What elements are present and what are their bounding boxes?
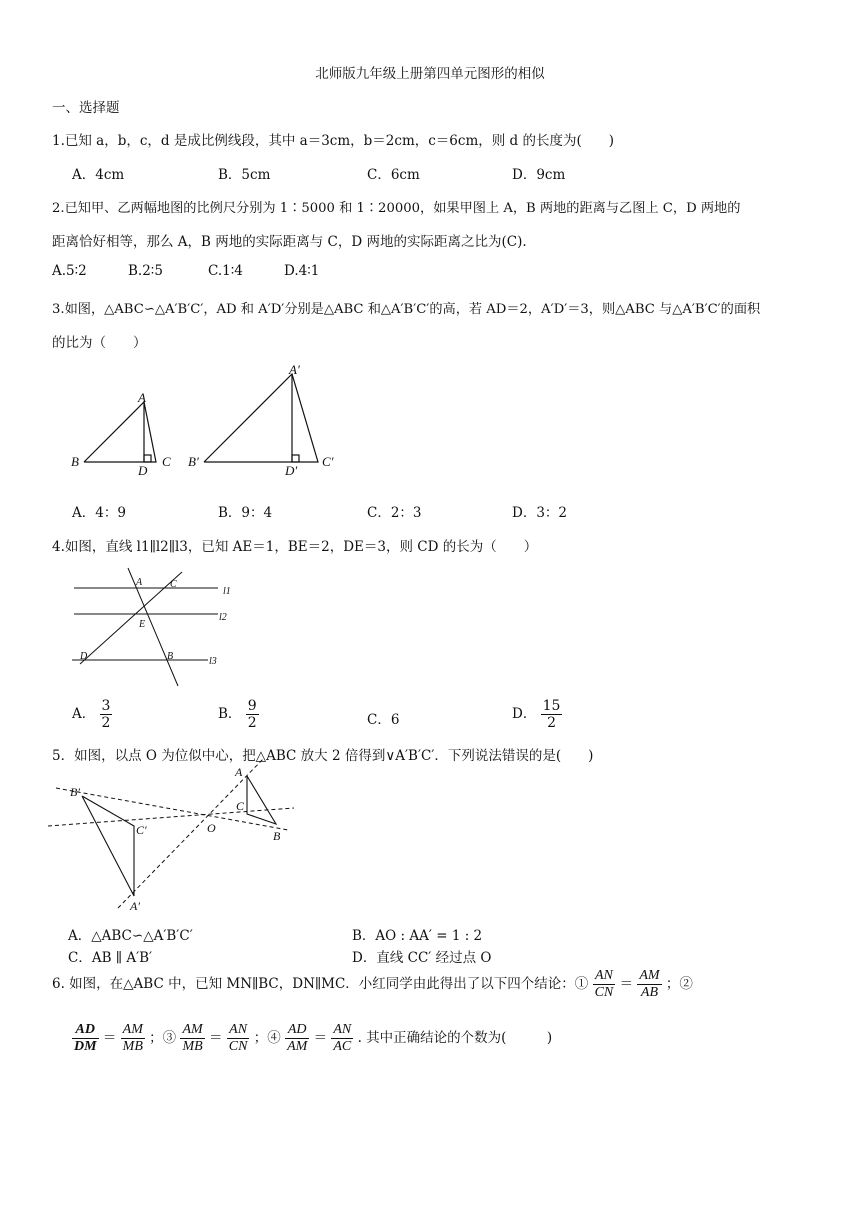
q4-figure xyxy=(66,564,246,689)
q3-label-d-prime: D′ xyxy=(285,463,298,478)
q6-intro: 6. 如图，在△ABC 中，已知 MN∥BC，DN∥MC．小红同学由此得出了以下四个结论：① xyxy=(52,976,589,992)
q4-label-d: D xyxy=(80,651,88,662)
q3-option-a: A．4：9 xyxy=(72,505,126,521)
q3-label-c: C xyxy=(162,454,171,469)
q5-option-a: A．△ABC∽△A′B′C′ xyxy=(68,928,193,944)
q4-label-e: E xyxy=(139,619,146,630)
q1-option-c: C．6cm xyxy=(367,167,420,183)
q4-label-a: A xyxy=(136,577,143,588)
q4-label-l1: l1 xyxy=(223,586,231,597)
q3-label-c-prime: C′ xyxy=(322,454,334,469)
page-title: 北师版九年级上册第四单元图形的相似 xyxy=(315,66,545,82)
q1-stem: 1.已知 a，b，c，d 是成比例线段，其中 a＝3cm，b＝2cm，c＝6cm，则 d 的长度为( ) xyxy=(52,133,615,149)
q2-line2: 距离恰好相等，那么 A，B 两地的实际距离与 C，D 两地的实际距离之比为(C). xyxy=(52,234,527,250)
q3-option-c: C．2：3 xyxy=(367,505,422,521)
q3-label-a: A xyxy=(138,390,146,405)
q3-option-b: B．9：4 xyxy=(218,505,273,521)
q6-line2: $\frac{AD}{DM}$ ＝ $\frac{AM}{MB}$ ；③ $\frac{AM}{MB}$ ＝ $\frac{AN}{CN}$ ；④ $\frac{AD}{AM}$ ＝ $\frac{AN}{AC}$ . 其中正确结论的个数为( ) xyxy=(74,1022,553,1054)
q5-stem: 5．如图，以点 O 为位似中心，把△ABC 放大 2 倍得到∨A′B′C′．下列说法错误的是( ) xyxy=(52,748,594,764)
q3-label-a-prime: A′ xyxy=(289,362,300,377)
section-heading: 一、选择题 xyxy=(52,100,120,116)
q3-label-b-prime: B′ xyxy=(188,454,199,469)
q5-option-c: C．AB ∥ A′B′ xyxy=(68,950,153,966)
q5-option-d: D．直线 CC′ 经过点 O xyxy=(352,950,492,966)
q4-option-a: A． $\frac{3}{2}$ xyxy=(72,698,111,731)
q3-line1: 3.如图，△ABC∽△A′B′C′，AD 和 A′D′分别是△ABC 和△A′B′C′的高，若 AD＝2，A′D′＝3，则△ABC 与△A′B′C′的面积 xyxy=(52,302,761,317)
q5-label-o: O xyxy=(207,821,216,835)
q1-option-d: D．9cm xyxy=(512,167,566,183)
q2-option-a: A.5∶2 xyxy=(52,263,87,279)
q6-line1: 6. 如图，在△ABC 中，已知 MN∥BC，DN∥MC．小红同学由此得出了以下四个结论：① $\frac{AN}{CN}$ ＝ $\frac{AM}{AB}$ ；② xyxy=(52,968,693,1000)
q4-label-b: B xyxy=(167,651,174,662)
q5-label-b: B xyxy=(273,829,281,843)
q4-label-c: C xyxy=(170,579,177,590)
q2-option-c: C.1∶4 xyxy=(208,263,243,279)
q5-label-c-prime: C′ xyxy=(136,823,147,837)
q4-label-l2: l2 xyxy=(219,612,227,623)
q1-option-b: B．5cm xyxy=(218,167,271,183)
q2-option-b: B.2∶5 xyxy=(128,263,163,279)
q5-figure xyxy=(48,758,308,918)
q1-option-a: A．4cm xyxy=(72,167,125,183)
q5-label-a: A xyxy=(235,765,243,779)
q2-option-d: D.4∶1 xyxy=(284,263,320,279)
q4-option-b: B． $\frac{9}{2}$ xyxy=(218,698,257,731)
q3-label-d: D xyxy=(138,463,148,478)
q3-option-d: D．3：2 xyxy=(512,505,568,521)
q3-label-b: B xyxy=(71,454,79,469)
q5-label-b-prime: B′ xyxy=(70,785,80,799)
q4-stem: 4.如图，直线 l1∥l2∥l3，已知 AE＝1，BE＝2，DE＝3，则 CD 的长为（ ） xyxy=(52,539,538,555)
q5-label-c: C xyxy=(236,799,245,813)
q3-figure xyxy=(60,358,360,478)
q5-label-a-prime: A′ xyxy=(130,899,140,913)
q5-option-b: B．AO : AA′ = 1 : 2 xyxy=(352,928,483,944)
q4-label-l3: l3 xyxy=(209,656,217,667)
q3-line2: 的比为（ ） xyxy=(52,335,147,351)
q2-line1: 2.已知甲、乙两幅地图的比例尺分别为 1∶5000 和 1∶20000，如果甲图上 A，B 两地的距离与乙图上 C，D 两地的 xyxy=(52,201,741,216)
q4-option-d: D． $\frac{15}{2}$ xyxy=(512,698,561,731)
q4-option-c: C．6 xyxy=(367,712,400,728)
